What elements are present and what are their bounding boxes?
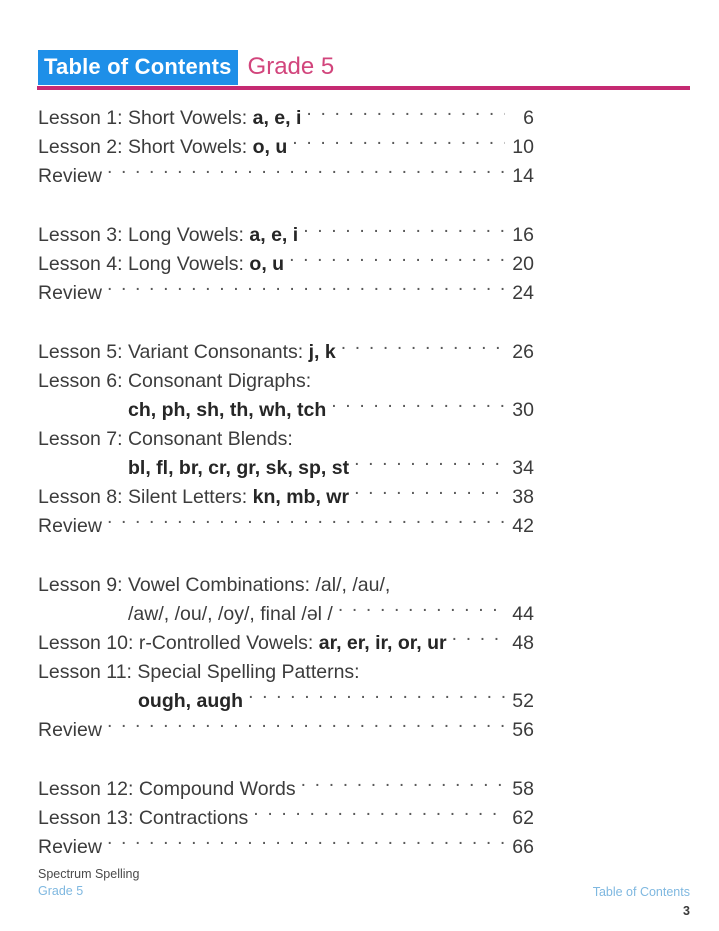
toc-entry[interactable] bbox=[38, 804, 534, 833]
toc-page-number: 56 bbox=[512, 719, 534, 741]
toc-entry-label bbox=[38, 833, 102, 862]
toc-entry[interactable] bbox=[38, 454, 534, 483]
toc-page-number: 44 bbox=[512, 603, 534, 625]
toc-entry-label bbox=[38, 338, 336, 367]
toc-entry-title: Review bbox=[38, 515, 102, 537]
toc-dot-leader bbox=[253, 805, 505, 825]
toc-entry-title: Lesson 11: Special Spelling Patterns: bbox=[38, 661, 360, 683]
toc-dot-leader bbox=[316, 368, 505, 388]
toc-entry-title: Review bbox=[38, 719, 102, 741]
toc-entry-label bbox=[38, 250, 284, 279]
toc-entry-label bbox=[38, 804, 248, 833]
toc-entry-label bbox=[38, 367, 311, 396]
toc-entry-phonics: a, e, i bbox=[249, 224, 299, 246]
page-header bbox=[38, 50, 690, 90]
toc-entry[interactable] bbox=[38, 775, 534, 804]
toc-page-number: 66 bbox=[512, 836, 534, 858]
toc-entry-label bbox=[38, 512, 102, 541]
toc-page-number: 48 bbox=[512, 632, 534, 654]
toc-group bbox=[38, 775, 534, 862]
toc-entry-phonics: a, e, i bbox=[252, 107, 302, 129]
toc-entry-title: Lesson 4: Long Vowels: bbox=[38, 253, 250, 275]
toc-entry-phonics: o, u bbox=[252, 136, 288, 158]
toc-entry-phonics: ch, ph, sh, th, wh, tch bbox=[128, 399, 327, 421]
toc-page-number: 16 bbox=[512, 224, 534, 246]
toc-group bbox=[38, 571, 534, 745]
footer-section-label: Table of Contents bbox=[592, 885, 690, 899]
toc-entry[interactable] bbox=[38, 396, 534, 425]
toc-dot-leader bbox=[306, 105, 505, 125]
toc-dot-leader bbox=[303, 222, 505, 242]
toc-dot-leader bbox=[395, 572, 505, 592]
toc-entry-label bbox=[38, 658, 360, 687]
toc-entry-label bbox=[38, 716, 102, 745]
toc-entry-label bbox=[128, 454, 349, 483]
table-of-contents-heading: Table of Contents bbox=[38, 50, 238, 85]
toc-dot-leader bbox=[301, 776, 505, 796]
toc-entry-label bbox=[138, 687, 243, 716]
toc-dot-leader bbox=[107, 834, 505, 854]
toc-entry-phonics: bl, fl, br, cr, gr, sk, sp, st bbox=[128, 457, 350, 479]
toc-entry-title: Lesson 7: Consonant Blends: bbox=[38, 428, 293, 450]
toc-dot-leader bbox=[365, 659, 505, 679]
toc-entry[interactable] bbox=[38, 658, 534, 687]
toc-entry-label bbox=[38, 571, 390, 600]
toc-entry-label bbox=[38, 775, 296, 804]
toc-entry-label bbox=[38, 483, 349, 512]
toc-dot-leader bbox=[354, 455, 505, 475]
toc-entry-phonics: j, k bbox=[308, 341, 336, 363]
toc-entry[interactable] bbox=[38, 833, 534, 862]
toc-page-number: 58 bbox=[512, 778, 534, 800]
toc-page-number: 34 bbox=[512, 457, 534, 479]
toc-dot-leader bbox=[331, 397, 505, 417]
toc-entry-label bbox=[128, 396, 326, 425]
toc-page-number: 20 bbox=[512, 253, 534, 275]
toc-dot-leader bbox=[292, 134, 505, 154]
toc-dot-leader bbox=[338, 601, 505, 621]
toc-group bbox=[38, 221, 534, 308]
toc-entry-phonics: ar, er, ir, or, ur bbox=[318, 632, 447, 654]
toc-entry-phonics: ough, augh bbox=[138, 690, 244, 712]
toc-dot-leader bbox=[341, 339, 505, 359]
toc-entry-label bbox=[128, 600, 333, 629]
toc-dot-leader bbox=[107, 717, 505, 737]
footer-page-number: 3 bbox=[683, 904, 690, 918]
toc-page-number: 42 bbox=[512, 515, 534, 537]
toc-entry-phonics: o, u bbox=[249, 253, 285, 275]
toc-entry-label bbox=[38, 425, 293, 454]
toc-group bbox=[38, 338, 534, 541]
footer-right bbox=[593, 884, 690, 920]
toc-entry-title: Lesson 6: Consonant Digraphs: bbox=[38, 370, 312, 392]
toc-entry-title: Lesson 3: Long Vowels: bbox=[38, 224, 250, 246]
grade-heading: Grade 5 bbox=[247, 53, 335, 80]
toc-entry[interactable] bbox=[38, 367, 534, 396]
toc-entry-title: Lesson 8: Silent Letters: bbox=[38, 486, 253, 508]
toc-entry-title: Review bbox=[38, 836, 102, 858]
toc-entry[interactable] bbox=[38, 600, 534, 629]
toc-entry-title: Lesson 12: Compound Words bbox=[38, 778, 296, 800]
toc-entry[interactable] bbox=[38, 629, 534, 658]
toc-entry[interactable] bbox=[38, 425, 534, 454]
toc-entry[interactable] bbox=[38, 104, 534, 133]
toc-entry[interactable] bbox=[38, 338, 534, 367]
toc-entry[interactable] bbox=[38, 687, 534, 716]
toc-entry-label bbox=[38, 221, 298, 250]
toc-page-number: 6 bbox=[523, 107, 534, 129]
footer-grade: Grade 5 bbox=[38, 884, 84, 898]
toc-dot-leader bbox=[289, 251, 505, 271]
toc-entry-label bbox=[38, 279, 102, 308]
toc-entry[interactable] bbox=[38, 571, 534, 600]
table-of-contents-list bbox=[38, 104, 534, 862]
toc-entry[interactable] bbox=[38, 716, 534, 745]
toc-entry-label bbox=[38, 133, 287, 162]
toc-page-number: 14 bbox=[512, 165, 534, 187]
toc-dot-leader bbox=[107, 163, 505, 183]
toc-dot-leader bbox=[107, 280, 505, 300]
toc-page-number: 62 bbox=[512, 807, 534, 829]
toc-page-number: 38 bbox=[512, 486, 534, 508]
toc-page-number: 30 bbox=[512, 399, 534, 421]
toc-page-number: 10 bbox=[512, 136, 534, 158]
toc-entry-title: Lesson 10: r-Controlled Vowels: bbox=[38, 632, 319, 654]
toc-entry-label bbox=[38, 162, 102, 191]
toc-entry[interactable] bbox=[38, 483, 534, 512]
toc-dot-leader bbox=[452, 630, 505, 650]
toc-entry-phonics: kn, mb, wr bbox=[252, 486, 350, 508]
toc-entry-title: Review bbox=[38, 282, 102, 304]
toc-entry-title: Lesson 5: Variant Consonants: bbox=[38, 341, 309, 363]
toc-dot-leader bbox=[107, 513, 505, 533]
toc-page-number: 52 bbox=[512, 690, 534, 712]
toc-entry-title: Review bbox=[38, 165, 102, 187]
toc-dot-leader bbox=[354, 484, 505, 504]
toc-entry[interactable] bbox=[38, 221, 534, 250]
toc-entry-label bbox=[38, 629, 447, 658]
toc-entry-title: /aw/, /ou/, /oy/, final /əl / bbox=[128, 603, 333, 625]
toc-entry-title: Lesson 1: Short Vowels: bbox=[38, 107, 253, 129]
toc-dot-leader bbox=[298, 426, 505, 446]
toc-page-number: 26 bbox=[512, 341, 534, 363]
toc-entry[interactable] bbox=[38, 279, 534, 308]
header-divider-rule bbox=[37, 86, 690, 90]
toc-dot-leader bbox=[248, 688, 505, 708]
toc-entry[interactable] bbox=[38, 250, 534, 279]
toc-entry-title: Lesson 13: Contractions bbox=[38, 807, 249, 829]
footer-left bbox=[38, 866, 139, 900]
toc-entry[interactable] bbox=[38, 162, 534, 191]
footer-book-title: Spectrum Spelling bbox=[38, 867, 140, 881]
toc-entry-title: Lesson 9: Vowel Combinations: /al/, /au/, bbox=[38, 574, 391, 596]
toc-entry-label bbox=[38, 104, 301, 133]
toc-group bbox=[38, 104, 534, 191]
toc-entry[interactable] bbox=[38, 512, 534, 541]
toc-entry[interactable] bbox=[38, 133, 534, 162]
toc-page-number: 24 bbox=[512, 282, 534, 304]
toc-entry-title: Lesson 2: Short Vowels: bbox=[38, 136, 253, 158]
